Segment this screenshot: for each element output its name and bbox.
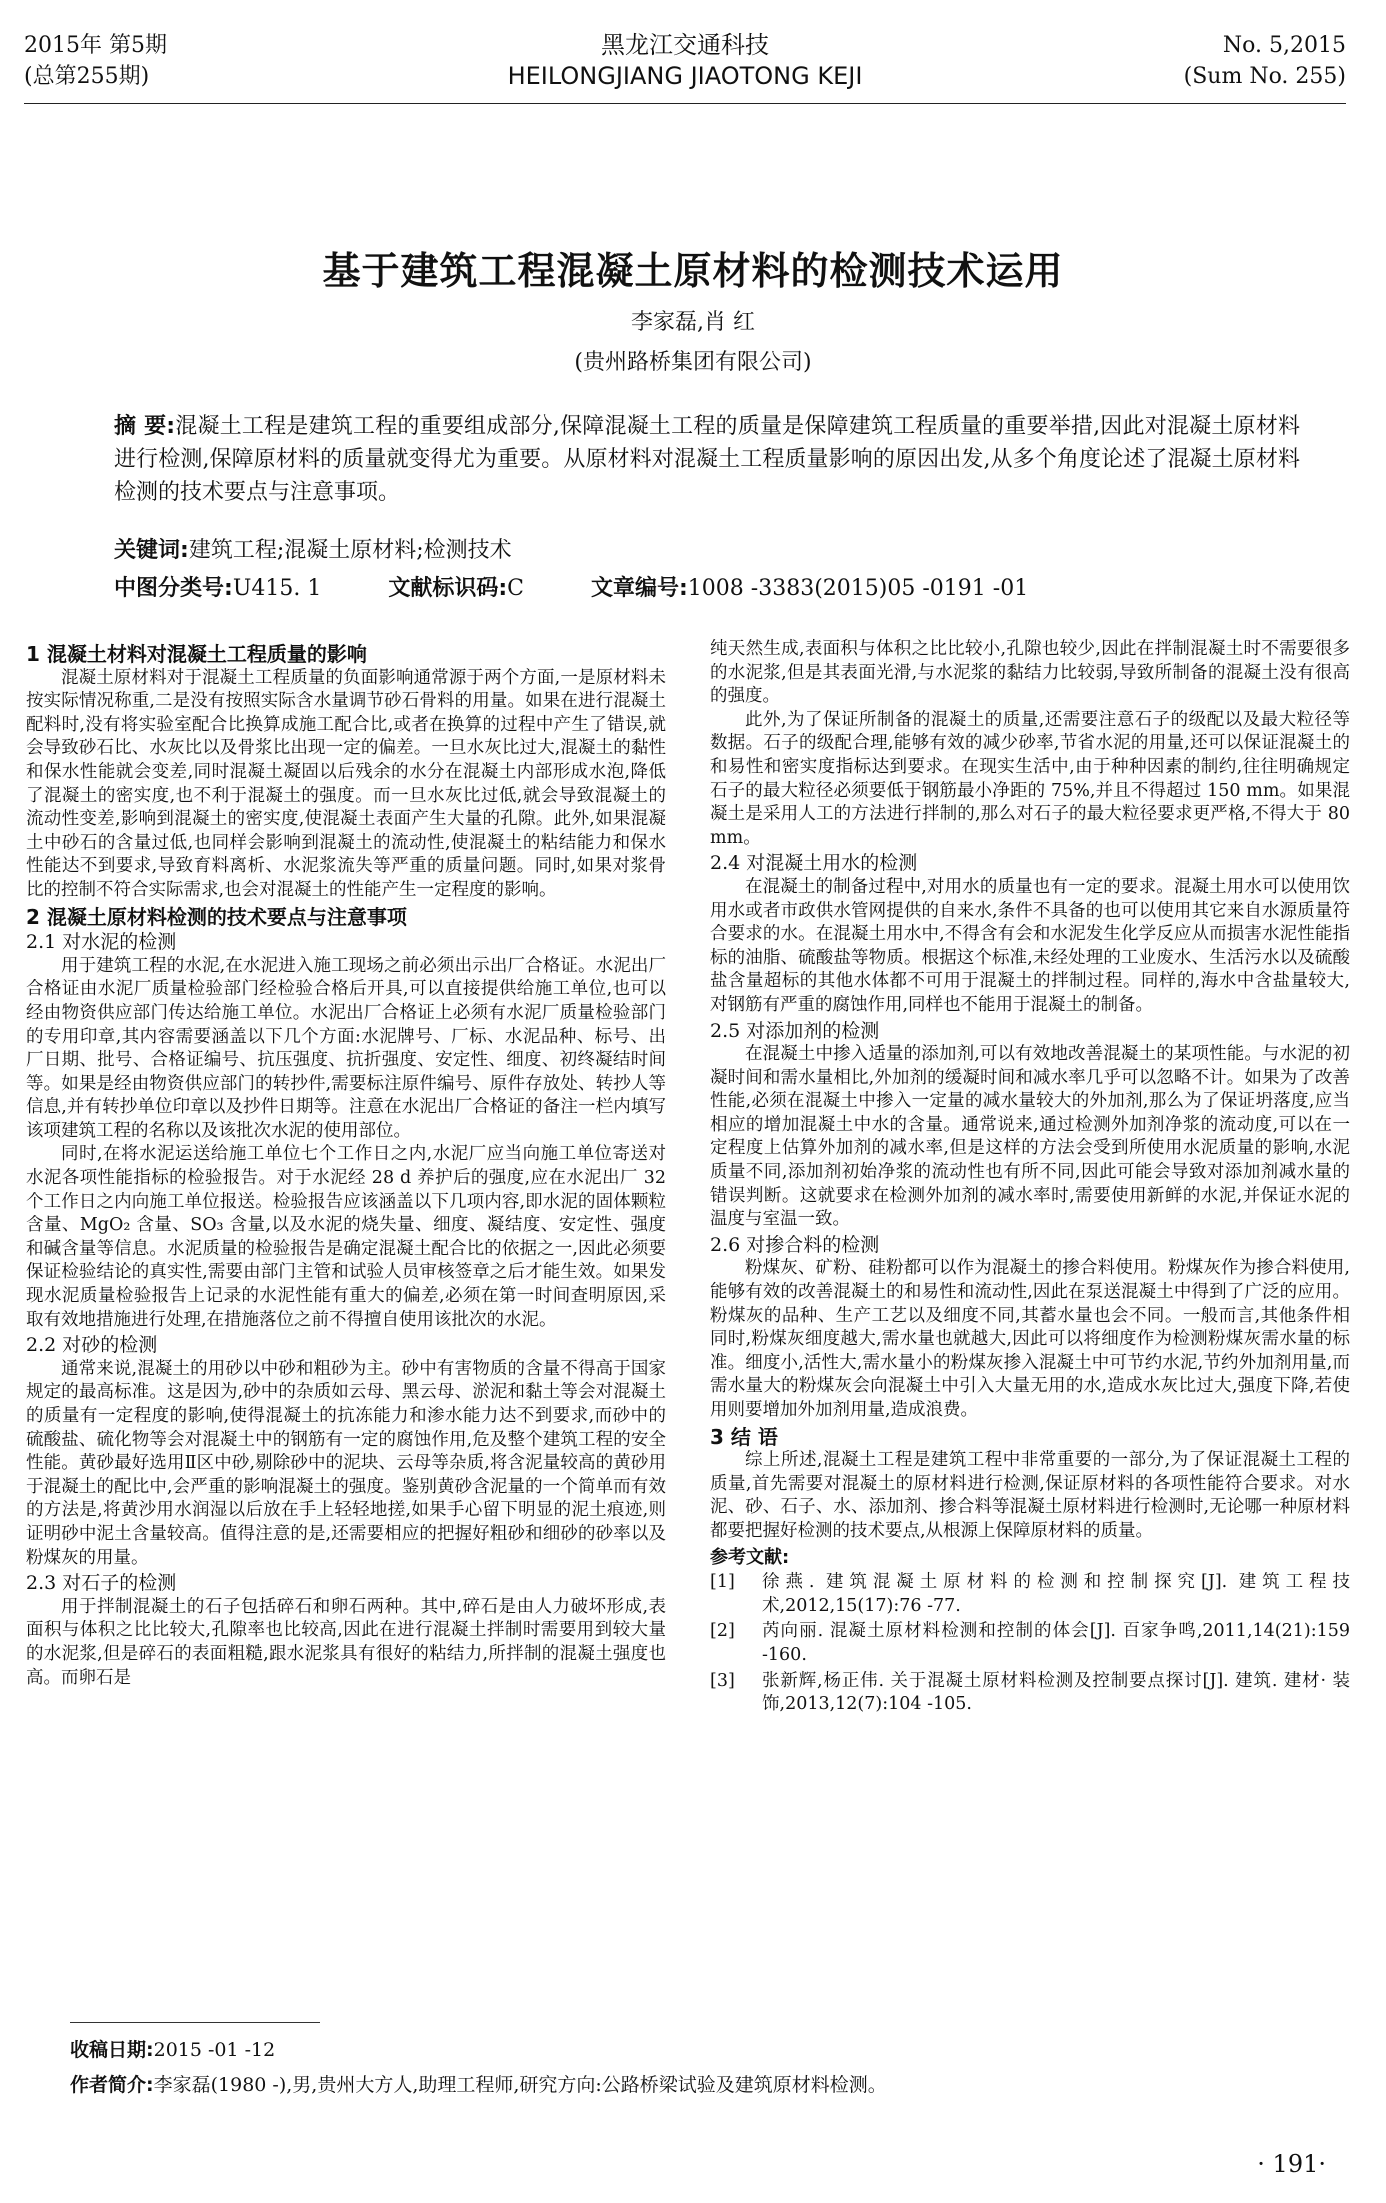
reference-number: [3] — [710, 1670, 735, 1691]
subsection-heading: 2.6 对掺合料的检测 — [710, 1233, 880, 1256]
paragraph: 此外,为了保证所制备的混凝土的质量,还需要注意石子的级配以及最大粒径等数据。石子的级配合理,能够有效的减少砂率,节省水泥的用量,还可以保证混凝土的和易性和密实度指标达到要求。在现实生活中,由于种种因素的制约,往往明确规定石子的最大粒径必须要低于钢筋最小净距的 75%,并且不得超过 150 mm。如果混凝土是采用人工的方法进行拌制的,那么对石子的最大粒径要求更严格,不得大于 80 mm。 — [710, 709, 1350, 848]
paragraph: 用于建筑工程的水泥,在水泥进入施工现场之前必须出示出厂合格证。水泥出厂合格证由水泥厂质量检验部门经检验合格后开具,可以直接提供给施工单位,也可以经由物资供应部门传达给施工单位。水泥出厂合格证上必须有水泥厂质量检验部门的专用印章,其内容需要涵盖以下几个方面:水泥牌号、厂标、水泥品种、标号、出厂日期、批号、合格证编号、抗压强度、抗折强度、安定性、细度、初终凝结时间等。如果是经由物资供应部门的转抄件,需要标注原件编号、原件存放处、转抄人等信息,并有转抄单位印章以及抄件日期等。注意在水泥出厂合格证的备注一栏内填写该项建筑工程的名称以及该批次水泥的使用部位。 — [26, 955, 666, 1141]
issue-info-en — [1184, 30, 1346, 92]
paragraph: 通常来说,混凝土的用砂以中砂和粗砂为主。砂中有害物质的含量不得高于国家规定的最高标准。这是因为,砂中的杂质如云母、黑云母、淤泥和黏土等会对混凝土的质量有一定程度的影响,使得混凝土的抗冻能力和渗水能力达不到要求,而砂中的硫酸盐、硫化物等会对混凝土中的钢筋有一定的腐蚀作用,危及整个建筑工程的安全性能。黄砂最好选用Ⅱ区中砂,剔除砂中的泥块、云母等杂质,将含泥量较高的黄砂用于混凝土的配比中,会严重的影响混凝土的强度。鉴别黄砂含泥量的一个简单而有效的方法是,将黄沙用水润湿以后放在手上轻轻地搓,如果手心留下明显的泥土痕迹,则证明砂中泥土含量较高。值得注意的是,还需要相应的把握好粗砂和细砂的砂率以及粉煤灰的用量。 — [26, 1358, 666, 1568]
author-bio — [70, 2070, 887, 2097]
paragraph: 综上所述,混凝土工程是建筑工程中非常重要的一部分,为了保证混凝土工程的质量,首先需要对混凝土的原材料进行检测,保证原材料的各项性能符合要求。对水泥、砂、石子、水、添加剂、掺合料等混凝土原材料进行检测时,无论哪一种原材料都要把握好检测的技术要点,从根源上保障原材料的质量。 — [710, 1450, 1350, 1541]
article-title: 基于建筑工程混凝土原材料的检测技术运用 — [322, 249, 1064, 293]
reference-text: 芮向丽. 混凝土原材料检测和控制的体会[J]. 百家争鸣,2011,14(21):159 -160. — [762, 1621, 1350, 1665]
keywords-text: 建筑工程;混凝土原材料;检测技术 — [188, 538, 512, 563]
paragraph: 同时,在将水泥运送给施工单位七个工作日之内,水泥厂应当向施工单位寄送对水泥各项性能指标的检验报告。对于水泥经 28 d 养护后的强度,应在水泥出厂 32 个工作日之内向施工单位报送。检验报告应该涵盖以下几项内容,即水泥的固体颗粒含量、MgO₂ 含量、SO₃ 含量,以及水泥的烧失量、细度、凝结度、安定性、强度和碱含量等信息。水泥质量的检验报告是确定混凝土配合比的依据之一,因此必须要保证检验结论的真实性,需要由部门主管和试验人员审核签章之后才能生效。如果发现水泥质量检验报告上记录的水泥性能有重大的偏差,必须在第一时间查明原因,采取有效地措施进行处理,在措施落位之前不得擅自使用该批次的水泥。 — [26, 1144, 666, 1330]
clc-value: U415. 1 — [232, 576, 322, 601]
subsection-heading: 2.3 对石子的检测 — [26, 1572, 177, 1595]
article-affiliation: (贵州路桥集团有限公司) — [574, 350, 812, 375]
subsection-heading: 2.5 对添加剂的检测 — [710, 1019, 880, 1042]
paragraph: 混凝土原材料对于混凝土工程质量的负面影响通常源于两个方面,一是原材料未按实际情况称重,二是没有按照实际含水量调节砂石骨料的用量。如果在进行混凝土配料时,没有将实验室配合比换算成施工配合比,或者在换算的过程中产生了错误,就会导致砂石比、水灰比以及骨浆比出现一定的偏差。一旦水灰比过大,混凝土的黏性和保水性能就会变差,同时混凝土凝固以后残余的水分在混凝土内部形成水泡,降低了混凝土的密实度,也不利于混凝土的强度。而一旦水灰比过低,就会导致混凝土的流动性变差,影响到混凝土的密实度,使混凝土表面产生大量的孔隙。此外,如果混凝土中砂石的含量过低,也同样会影响到混凝土的流动性,使混凝土的粘结能力和保水性能达不到要求,导致育料离析、水泥浆流失等严重的质量问题。同时,如果对浆骨比的控制不符合实际需求,也会对混凝土的性能产生一定程度的影响。 — [26, 667, 666, 900]
journal-name-cn: 黑龙江交通科技 — [601, 31, 769, 59]
paragraph: 用于拌制混凝土的石子包括碎石和卵石两种。其中,碎石是由人力破坏形成,表面积与体积之比比较大,孔隙率也比较高,因此在进行混凝土拌制时需要用到较大量的水泥浆,但是碎石的表面粗糙,跟水泥浆具有很好的粘结力,所拌制的混凝土强度也高。而卵石是 — [26, 1596, 666, 1688]
issue-total: (总第255期) — [24, 64, 150, 89]
article-no — [591, 576, 1028, 601]
issue-number-en: No. 5,2015 — [1222, 33, 1346, 58]
reference-number: [1] — [710, 1572, 735, 1593]
issue-total-en: (Sum No. 255) — [1183, 64, 1346, 89]
journal-header — [24, 30, 1346, 102]
received-date — [70, 2035, 275, 2062]
paragraph: 在混凝土中掺入适量的添加剂,可以有效地改善混凝土的某项性能。与水泥的初凝时间和需水量相比,外加剂的缓凝时间和减水率几乎可以忽略不计。如果为了改善性能,必须在混凝土中掺入一定量的减水量较大的外加剂,那么为了保证坍落度,应当相应的增加混凝土中水的含量。通常说来,通过检测外加剂净浆的流动度,可以在一定程度上估算外加剂的减水率,但是这样的方法会受到所使用水泥质量的影响,水泥质量不同,添加剂初始净浆的流动性也有所不同,因此可能会导致对添加剂减水量的错误判断。这就要求在检测外加剂的减水率时,需要使用新鲜的水泥,并保证水泥的温度与室温一致。 — [710, 1044, 1350, 1230]
section-heading: 3 结 语 — [710, 1424, 778, 1449]
journal-name — [24, 30, 1346, 92]
reference-number: [2] — [710, 1621, 735, 1642]
article-no-value: 1008 -3383(2015)05 -0191 -01 — [687, 576, 1029, 601]
doc-code-label: 文献标识码: — [388, 576, 508, 601]
left-column — [26, 640, 666, 1690]
journal-name-en: HEILONGJIANG JIAOTONG KEJI — [507, 62, 863, 90]
classification-line — [114, 571, 1300, 602]
reference-text: 徐燕. 建筑混凝土原材料的检测和控制探究[J]. 建筑工程技术,2012,15(17):76 -77. — [762, 1572, 1350, 1616]
subsection-heading: 2.4 对混凝土用水的检测 — [710, 852, 918, 875]
references-label: 参考文献: — [710, 1546, 790, 1568]
article-authors: 李家磊,肖 红 — [631, 310, 755, 335]
reference-item — [710, 1670, 1350, 1717]
paragraph: 粉煤灰、矿粉、硅粉都可以作为混凝土的掺合料使用。粉煤灰作为掺合料使用,能够有效的改善混凝土的和易性和流动性,因此在泵送混凝土中得到了广泛的应用。粉煤灰的品种、生产工艺以及细度不同,其蓄水量也会不同。一般而言,其他条件相同时,粉煤灰细度越大,需水量也就越大,因此可以将细度作为检测粉煤灰需水量的标准。细度小,活性大,需水量小的粉煤灰掺入混凝土中可节约水泥,节约外加剂用量,而需水量大的粉煤灰会向混凝土中引入大量无用的水,造成水灰比过大,强度下降,若使用则要增加外加剂用量,造成浪费。 — [710, 1258, 1350, 1420]
abstract-label: 摘 要: — [114, 414, 176, 439]
right-column — [710, 638, 1350, 1717]
subsection-heading: 2.2 对砂的检测 — [26, 1334, 158, 1357]
clc — [114, 576, 321, 601]
issue-number: 2015年 第5期 — [24, 33, 167, 58]
abstract-text: 混凝土工程是建筑工程的重要组成部分,保障混凝土工程的质量是保障建筑工程质量的重要举措,因此对混凝土原材料进行检测,保障原材料的质量就变得尤为重要。从原材料对混凝土工程质量影响的原因出发,从多个角度论述了混凝土原材料检测的技术要点与注意事项。 — [114, 414, 1300, 505]
clc-label: 中图分类号: — [114, 576, 233, 601]
section-heading: 1 混凝土材料对混凝土工程质量的影响 — [26, 642, 367, 666]
doc-code-value: C — [507, 576, 524, 601]
abstract — [114, 410, 1300, 509]
author-bio-text: 李家磊(1980 -),男,贵州大方人,助理工程师,研究方向:公路桥梁试验及建筑原材料检测。 — [153, 2074, 887, 2096]
received-value: 2015 -01 -12 — [153, 2039, 276, 2061]
reference-item — [710, 1571, 1350, 1618]
reference-text: 张新辉,杨正伟. 关于混凝土原材料检测及控制要点探讨[J]. 建筑. 建材· 装饰,2013,12(7):104 -105. — [762, 1670, 1350, 1715]
doc-code — [388, 576, 524, 601]
author-bio-label: 作者简介: — [70, 2074, 154, 2096]
subsection-heading: 2.1 对水泥的检测 — [26, 931, 177, 954]
footnote-divider — [70, 2022, 320, 2023]
section-heading: 2 混凝土原材料检测的技术要点与注意事项 — [26, 904, 407, 929]
keywords-label: 关键词: — [114, 538, 189, 563]
paragraph: 在混凝土的制备过程中,对用水的质量也有一定的要求。混凝土用水可以使用饮用水或者市政供水管网提供的自来水,条件不具备的也可以使用其它来自水源质量符合要求的水。在混凝土用水中,不得含有会和水泥发生化学反应从而损害水泥性能指标的油脂、硫酸盐等物质。根据这个标准,未经处理的工业废水、生活污水以及硫酸盐含量超标的其他水体都不可用于混凝土的拌制过程。同样的,海水中含盐量较大,对钢筋有严重的腐蚀作用,同样也不能用于混凝土的制备。 — [710, 876, 1350, 1015]
received-label: 收稿日期: — [70, 2039, 154, 2061]
article-no-label: 文章编号: — [590, 576, 688, 601]
page-number: · 191· — [1257, 2150, 1326, 2178]
header-divider — [24, 103, 1346, 104]
keywords — [114, 533, 512, 564]
paragraph: 纯天然生成,表面积与体积之比比较小,孔隙也较少,因此在拌制混凝土时不需要很多的水泥浆,但是其表面光滑,与水泥浆的黏结力比较弱,导致所制备的混凝土没有很高的强度。 — [710, 639, 1350, 707]
reference-item — [710, 1620, 1350, 1667]
